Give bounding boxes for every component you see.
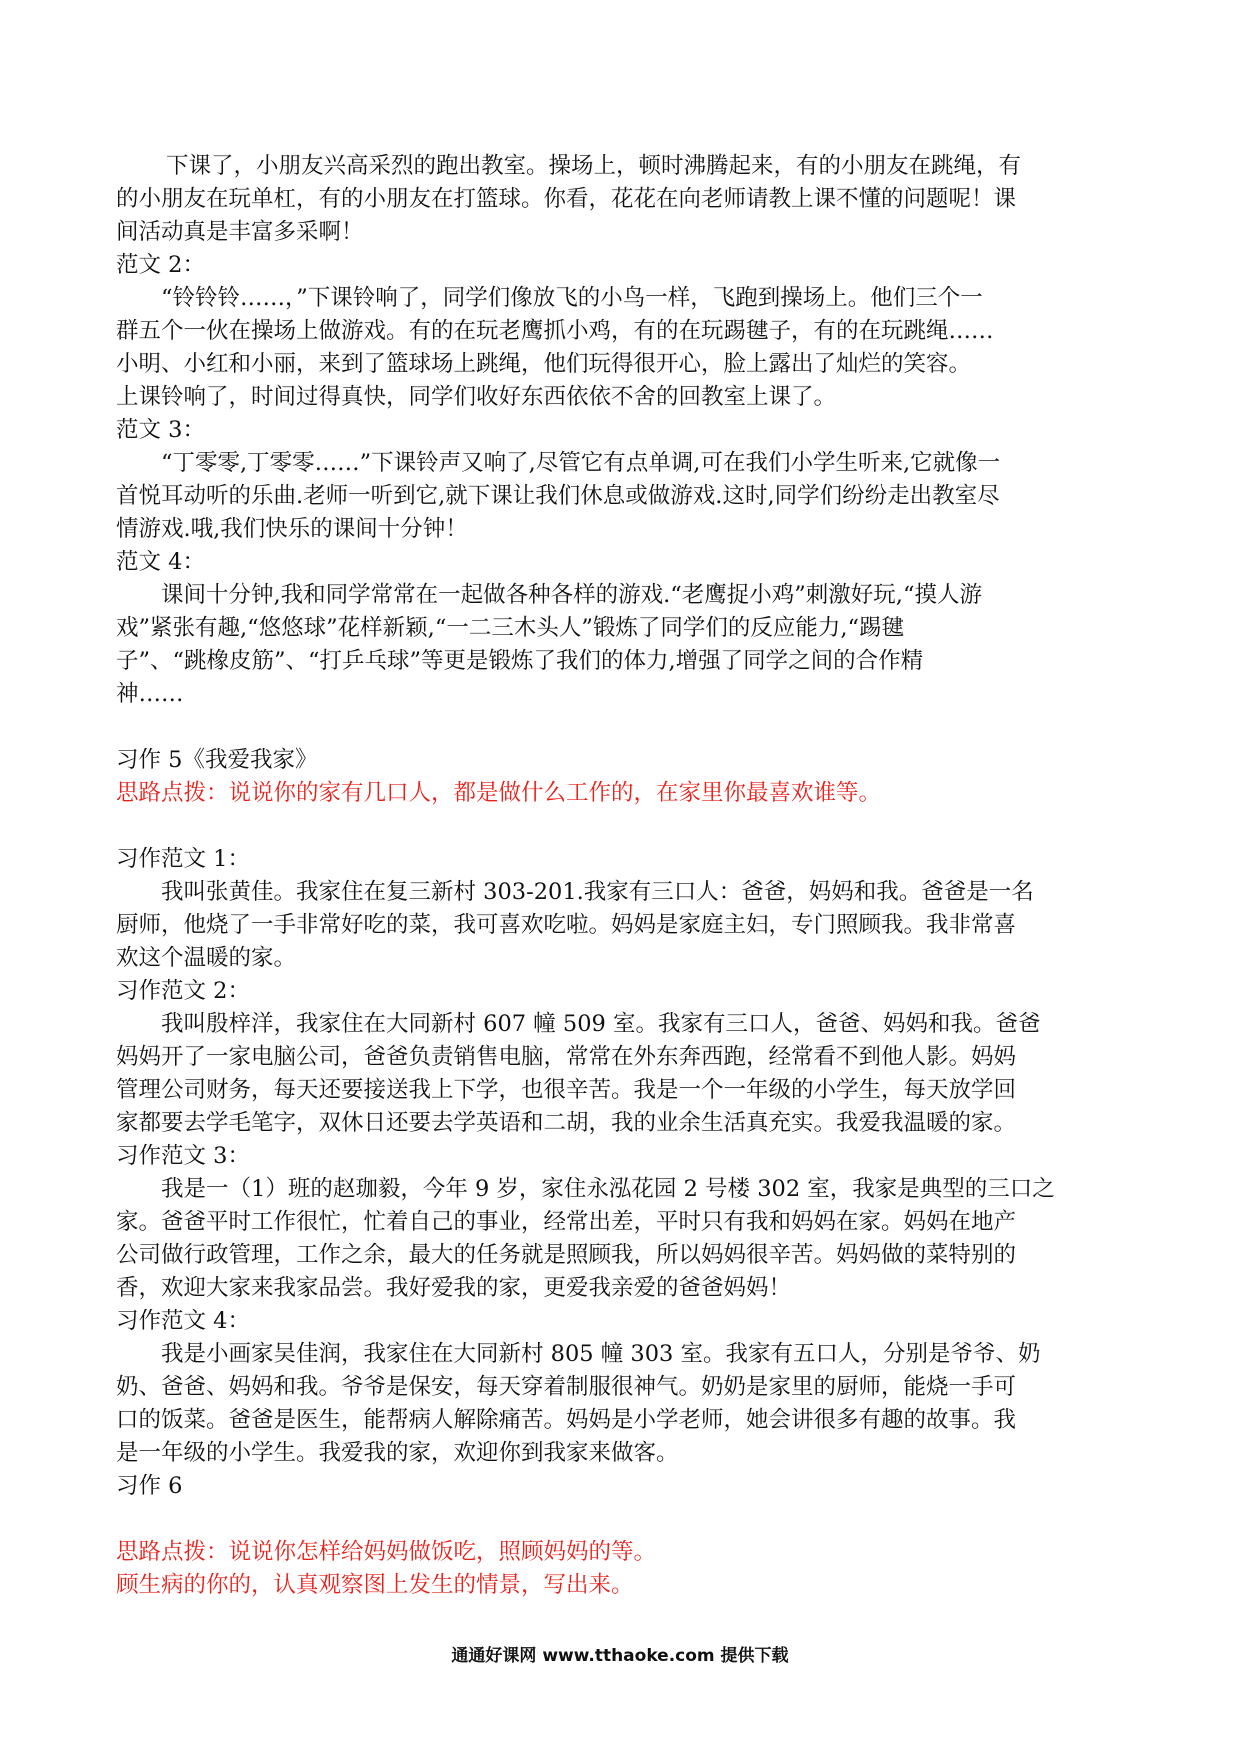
text-line: 课间十分钟,我和同学常常在一起做各种各样的游戏.“老鹰捉小鸡”刺激好玩,“摸人游	[161, 582, 982, 608]
text-line: 厨师，他烧了一手非常好吃的菜，我可喜欢吃啦。妈妈是家庭主妇，专门照顾我。我非常喜	[116, 912, 1017, 938]
page-footer: 通通好课网 www.tthaoke.com 提供下载	[451, 1646, 789, 1666]
text-line: “铃铃铃……，”下课铃响了，同学们像放飞的小鸟一样，飞跑到操场上。他们三个一	[161, 285, 983, 311]
text-line: 我叫张黄佳。我家住在复三新村 303-201.我家有三口人：爸爸，妈妈和我。爸爸是一名	[161, 879, 1034, 905]
text-line: 我叫殷梓洋，我家住在大同新村 607 幢 509 室。我家有三口人，爸爸、妈妈和我。爸爸	[161, 1011, 1041, 1037]
text-line: 公司做行政管理，工作之余，最大的任务就是照顾我，所以妈妈很辛苦。妈妈做的菜特别的	[116, 1242, 1017, 1268]
text-line: 奶、爸爸、妈妈和我。爷爷是保安，每天穿着制服很神气。奶奶是家里的厨师，能烧一手可	[116, 1374, 1017, 1400]
text-line: 我是小画家吴佳润，我家住在大同新村 805 幢 303 室。我家有五口人，分别是爷爷、奶	[161, 1341, 1041, 1367]
blank-line	[116, 810, 1136, 843]
text-line: 家。爸爸平时工作很忙，忙着自己的事业，经常出差，平时只有我和妈妈在家。妈妈在地产	[116, 1209, 1017, 1235]
text-line: 神……	[116, 681, 184, 707]
text-line: 下课了，小朋友兴高采烈的跑出教室。操场上，顿时沸腾起来，有的小朋友在跳绳，有	[166, 153, 1022, 179]
text-line: 小明、小红和小丽，来到了篮球场上跳绳，他们玩得很开心，脸上露出了灿烂的笑容。	[116, 351, 972, 377]
text-line: 的小朋友在玩单杠，有的小朋友在打篮球。你看，花花在向老师请教上课不懂的问题呢！课	[116, 186, 1017, 212]
text-line: 首悦耳动听的乐曲.老师一听到它,就下课让我们休息或做游戏.这时,同学们纷纷走出教室尽	[116, 483, 1000, 509]
text-line: 间活动真是丰富多采啊！	[116, 219, 364, 245]
text-line: 戏”紧张有趣,“悠悠球”花样新颖,“一二三木头人”锻炼了同学们的反应能力,“踢毽	[116, 615, 904, 641]
hint-line: 思路点拨：说说你怎样给妈妈做饭吃，照顾妈妈的等。	[116, 1539, 657, 1565]
text-line: 子”、“跳橡皮筋”、“打乒乓球”等更是锻炼了我们的体力,增强了同学之间的合作精	[116, 648, 924, 674]
text-line: 习作范文 3：	[116, 1143, 250, 1169]
text-line: 妈妈开了一家电脑公司，爸爸负责销售电脑，常常在外东奔西跑，经常看不到他人影。妈妈	[116, 1044, 1017, 1070]
text-line: 习作范文 2：	[116, 978, 250, 1004]
text-line: 管理公司财务，每天还要接送我上下学，也很辛苦。我是一个一年级的小学生，每天放学回	[116, 1077, 1017, 1103]
text-line: 习作 5《我爱我家》	[116, 747, 318, 773]
text-line: 口的饭菜。爸爸是医生，能帮病人解除痛苦。妈妈是小学老师，她会讲很多有趣的故事。我	[116, 1407, 1017, 1433]
text-line: 家都要去学毛笔字，双休日还要去学英语和二胡，我的业余生活真充实。我爱我温暖的家。	[116, 1110, 1017, 1136]
text-line: “丁零零,丁零零……”下课铃声又响了,尽管它有点单调,可在我们小学生听来,它就像一	[161, 450, 1001, 476]
hint-line: 思路点拨：说说你的家有几口人，都是做什么工作的，在家里你最喜欢谁等。	[116, 780, 882, 806]
document-body	[116, 150, 1136, 1602]
blank-line	[116, 711, 1136, 744]
hint-line: 顾生病的你的，认真观察图上发生的情景，写出来。	[116, 1572, 634, 1598]
text-line: 习作范文 1：	[116, 846, 250, 872]
text-line: 情游戏.哦,我们快乐的课间十分钟！	[116, 516, 468, 542]
text-line: 欢这个温暖的家。	[116, 945, 297, 971]
text-line: 范文 4：	[116, 549, 205, 575]
text-line: 习作 6	[116, 1473, 183, 1499]
text-line: 上课铃响了，时间过得真快，同学们收好东西依依不舍的回教室上课了。	[116, 384, 837, 410]
text-line: 习作范文 4：	[116, 1308, 250, 1334]
text-line: 香，欢迎大家来我家品尝。我好爱我的家，更爱我亲爱的爸爸妈妈！	[116, 1275, 792, 1301]
blank-line	[116, 1503, 1136, 1536]
text-line: 我是一（1）班的赵珈毅，今年 9 岁，家住永泓花园 2 号楼 302 室，我家是典型的三口之	[161, 1176, 1055, 1202]
text-line: 是一年级的小学生。我爱我的家，欢迎你到我家来做客。	[116, 1440, 679, 1466]
text-line: 范文 2：	[116, 252, 205, 278]
text-line: 范文 3：	[116, 417, 205, 443]
text-line: 群五个一伙在操场上做游戏。有的在玩老鹰抓小鸡，有的在玩踢毽子，有的在玩跳绳……	[116, 318, 994, 344]
